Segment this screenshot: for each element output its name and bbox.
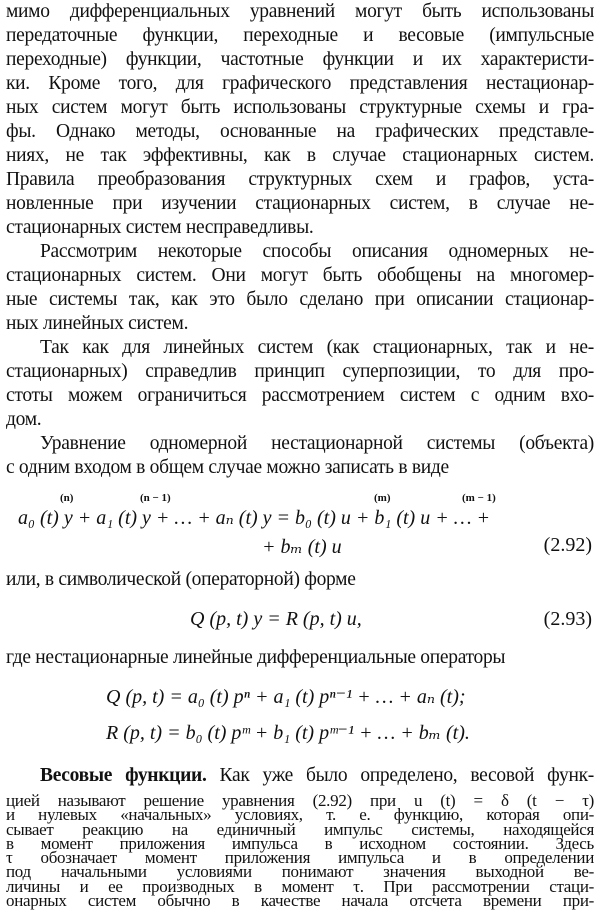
text-line: Правила преобразования структурных схем и графов, уста-: [6, 169, 594, 190]
text-line: цией называют решение уравнения (2.92) при u (t) = δ (t − τ): [6, 791, 594, 810]
text-line: стоты можем ограничиться рассмотрением систем с одним вхо-: [6, 385, 594, 406]
text-line: в момент приложения импульса в исходном состоянии. Здесь: [6, 833, 594, 853]
equation-line: Q (p, t) y = R (p, t) u,: [190, 608, 362, 630]
text-line: сывает реакцию на единичный импульс системы, находящейся: [6, 819, 594, 839]
equation-line: + bₘ (t) u: [262, 536, 342, 558]
text-line: ных систем могут быть использованы структурные схемы и гра-: [6, 97, 594, 118]
text-line: мимо дифференциальных уравнений могут быть использованы: [6, 1, 594, 22]
text-line: под начальными условиями понимают значения выходной ве-: [6, 862, 594, 882]
text-line: τ обозначает момент приложения импульса и в определении: [6, 848, 594, 868]
equation-line: Q (p, t) = a₀ (t) pⁿ + a₁ (t) pⁿ⁻¹ + … + aₙ (t);: [106, 686, 466, 708]
superscript: (n − 1): [140, 492, 171, 504]
text-line: с одним входом в общем случае можно записать в виде: [6, 457, 449, 478]
equation-number: (2.92): [543, 534, 592, 556]
text-line: и нулевых «начальных» условиях, т. е. функцию, которая опи-: [6, 805, 594, 825]
text-line: фы. Однако методы, основанные на графических представле-: [6, 121, 594, 142]
text-line: личины и ее производных в момент τ. При рассмотрении стаци-: [6, 876, 594, 896]
text-line: новленные при изучении стационарных систем, в случае не-: [6, 193, 594, 214]
text-line: Рассмотрим некоторые способы описания одномерных не-: [40, 241, 594, 262]
equation-line: R (p, t) = b₀ (t) pᵐ + b₁ (t) pᵐ⁻¹ + … + bₘ (t).: [106, 722, 470, 744]
text-line: или, в символической (операторной) форме: [6, 569, 356, 590]
text-line: где нестационарные линейные дифференциальные операторы: [6, 647, 506, 668]
text-line: переходные) функции, частотные функции и их характеристи-: [6, 49, 594, 70]
text-line: ные системы так, как это было сделано при описании стационар-: [6, 289, 594, 310]
text-line: ки. Кроме того, для графического представления нестационар-: [6, 73, 594, 94]
text-line: Уравнение одномерной нестационарной системы (объекта): [40, 433, 594, 454]
text-line: онарных систем обычно в качестве начала отсчета времени при-: [6, 891, 594, 910]
text-line: Так как для линейных систем (как стационарных, так и не-: [40, 337, 594, 358]
equation-number: (2.93): [543, 608, 592, 630]
superscript: (n): [60, 492, 74, 504]
text-line: стационарных систем несправедливы.: [6, 217, 314, 238]
text-line: дом.: [6, 409, 42, 430]
text-line: [40, 764, 594, 787]
text-line: стационарных систем. Они могут быть обобщены на многомер-: [6, 265, 594, 286]
text-line: стационарных) справедлив принцип суперпозиции, то для про-: [6, 361, 594, 382]
text-line: передаточные функции, переходные и весовые (импульсные: [6, 25, 594, 46]
text-run: Как уже было определено, весовой функ-: [206, 765, 594, 786]
text-line: ниях, не так эффективны, как в случае стационарных систем.: [6, 145, 594, 166]
superscript: (m − 1): [462, 492, 496, 504]
section-title: Весовые функции.: [40, 765, 207, 786]
equation-line: a₀ (t) y + a₁ (t) y + … + aₙ (t) y = b₀ (t) u + b₁ (t) u + … +: [18, 507, 490, 529]
superscript: (m): [374, 492, 391, 504]
text-line: ных линейных систем.: [6, 313, 189, 334]
